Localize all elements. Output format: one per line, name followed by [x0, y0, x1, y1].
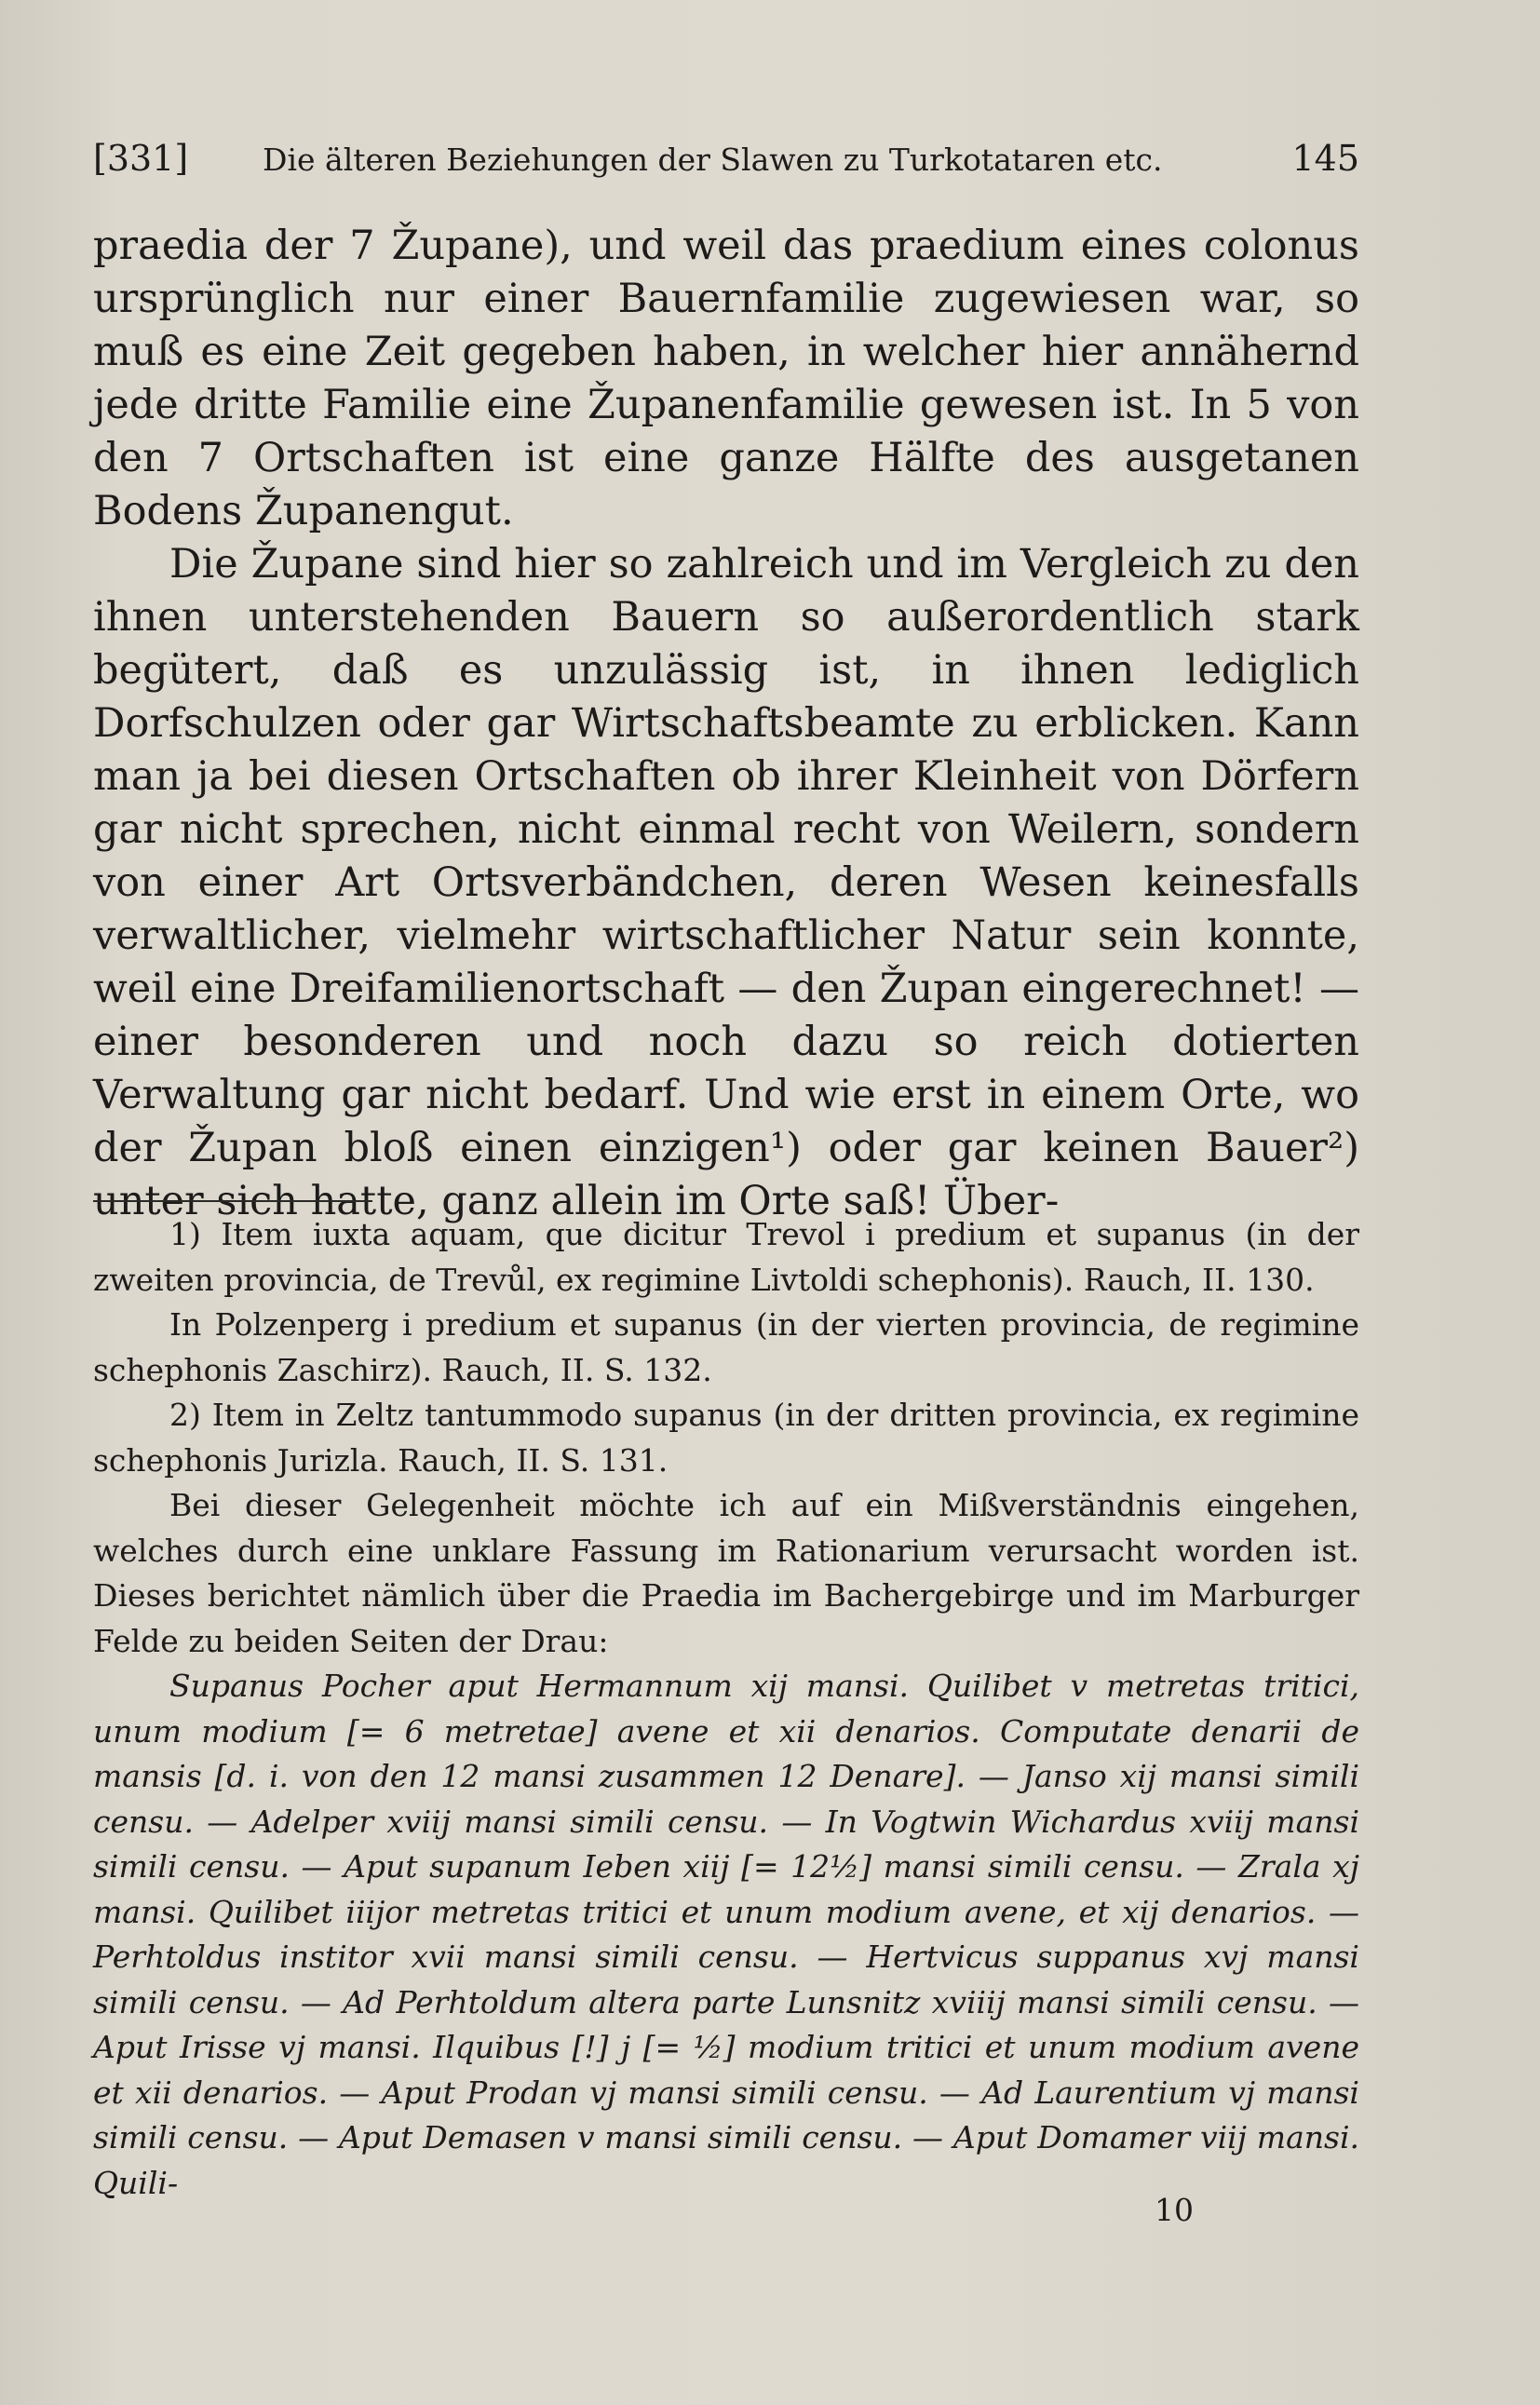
running-title: Die älteren Beziehungen der Slawen zu Turkotataren etc.: [263, 142, 1163, 178]
paragraph-2: Die Župane sind hier so zahlreich und im Vergleich zu den ihnen unterstehenden Bauern so außerordentlich stark begütert, daß es unzulässig ist, in ihnen lediglich Dorfschulzen oder gar Wirtschaftsbeamte zu erblicken. Kann man ja bei diesen Ortschaften ob ihrer Kleinheit von Dörfern gar nicht sprechen, nicht einmal recht von Weilern, sondern von einer Art Ortsverbändchen, deren Wesen keinesfalls verwaltlicher, vielmehr wirtschaftlicher Natur sein konnte, weil eine Dreifamilienortschaft — den Župan eingerechnet! — einer besonderen und noch dazu so reich dotierten Verwaltung gar nicht bedarf. Und wie erst in einem Orte, wo der Župan bloß einen einzigen¹) oder gar keinen Bauer²) unter sich hatte, ganz allein im Orte saß! Über-: [93, 541, 1359, 1224]
main-text: [93, 220, 1359, 1228]
footnote-1-continued: In Polzenperg i predium et supanus (in der vierten provincia, de regimine schephonis Zaschirz). Rauch, II. S. 132.: [93, 1306, 1359, 1388]
running-header: [93, 138, 1359, 184]
page-number: 145: [1291, 138, 1359, 179]
footnote-2: 2) Item in Zeltz tantummodo supanus (in der dritten provincia, ex regimine schephonis Jurizla. Rauch, II. S. 131.: [93, 1397, 1359, 1479]
footnote-1: 1) Item iuxta aquam, que dicitur Trevol i predium et supanus (in der zweiten provincia, de Trevůl, ex regimine Livtoldi schephonis). Rauch, II. 130.: [93, 1216, 1359, 1298]
footnote-note: Bei dieser Gelegenheit möchte ich auf ein Mißverständnis eingehen, welches durch eine unklare Fassung im Rationarium verursacht worden ist. Dieses berichtet nämlich über die Praedia im Bachergebirge und im Marburger Felde zu beiden Seiten der Drau:: [93, 1487, 1359, 1659]
paragraph-1: praedia der 7 Župane), und weil das praedium eines colonus ursprünglich nur einer Bauernfamilie zugewiesen war, so muß es eine Zeit gegeben haben, in welcher hier annähernd jede dritte Familie eine Županenfamilie gewesen ist. In 5 von den 7 Ortschaften ist eine ganze Hälfte des ausgetanen Bodens Županengut.: [93, 223, 1359, 534]
footnote-quotation: Supanus Pocher aput Hermannum xij mansi. Quilibet v metretas tritici, unum modium [= 6 metretae] avene et xii denarios. Computate denarii de mansis [d. i. von den 12 mansi zusammen 12 Denare]. — Janso xij mansi simili censu. — Adelper xviij mansi simili censu. — In Vogtwin Wichardus xviij mansi simili censu. — Aput supanum Ieben xiij [= 12½] mansi simili censu. — Zrala xj mansi. Quilibet iiijor metretas tritici et unum modium avene, et xij denarios. — Perhtoldus institor xvii mansi simili censu. — Hertvicus suppanus xvj mansi simili censu. — Ad Perhtoldum altera parte Lunsnitz xviiij mansi simili censu. — Aput Irisse vj mansi. Ilquibus [!] j [= ½] modium tritici et unum modium avene et xii denarios. — Aput Prodan vj mansi simili censu. — Ad Laurentium vj mansi simili censu. — Aput Demasen v mansi simili censu. — Aput Domamer viij mansi. Quili-: [93, 1668, 1359, 2201]
page-reference: [331]: [93, 138, 189, 179]
footnote-rule: [93, 1200, 372, 1202]
footnotes: [93, 1212, 1359, 2206]
signature-mark: 10: [1155, 2192, 1194, 2228]
